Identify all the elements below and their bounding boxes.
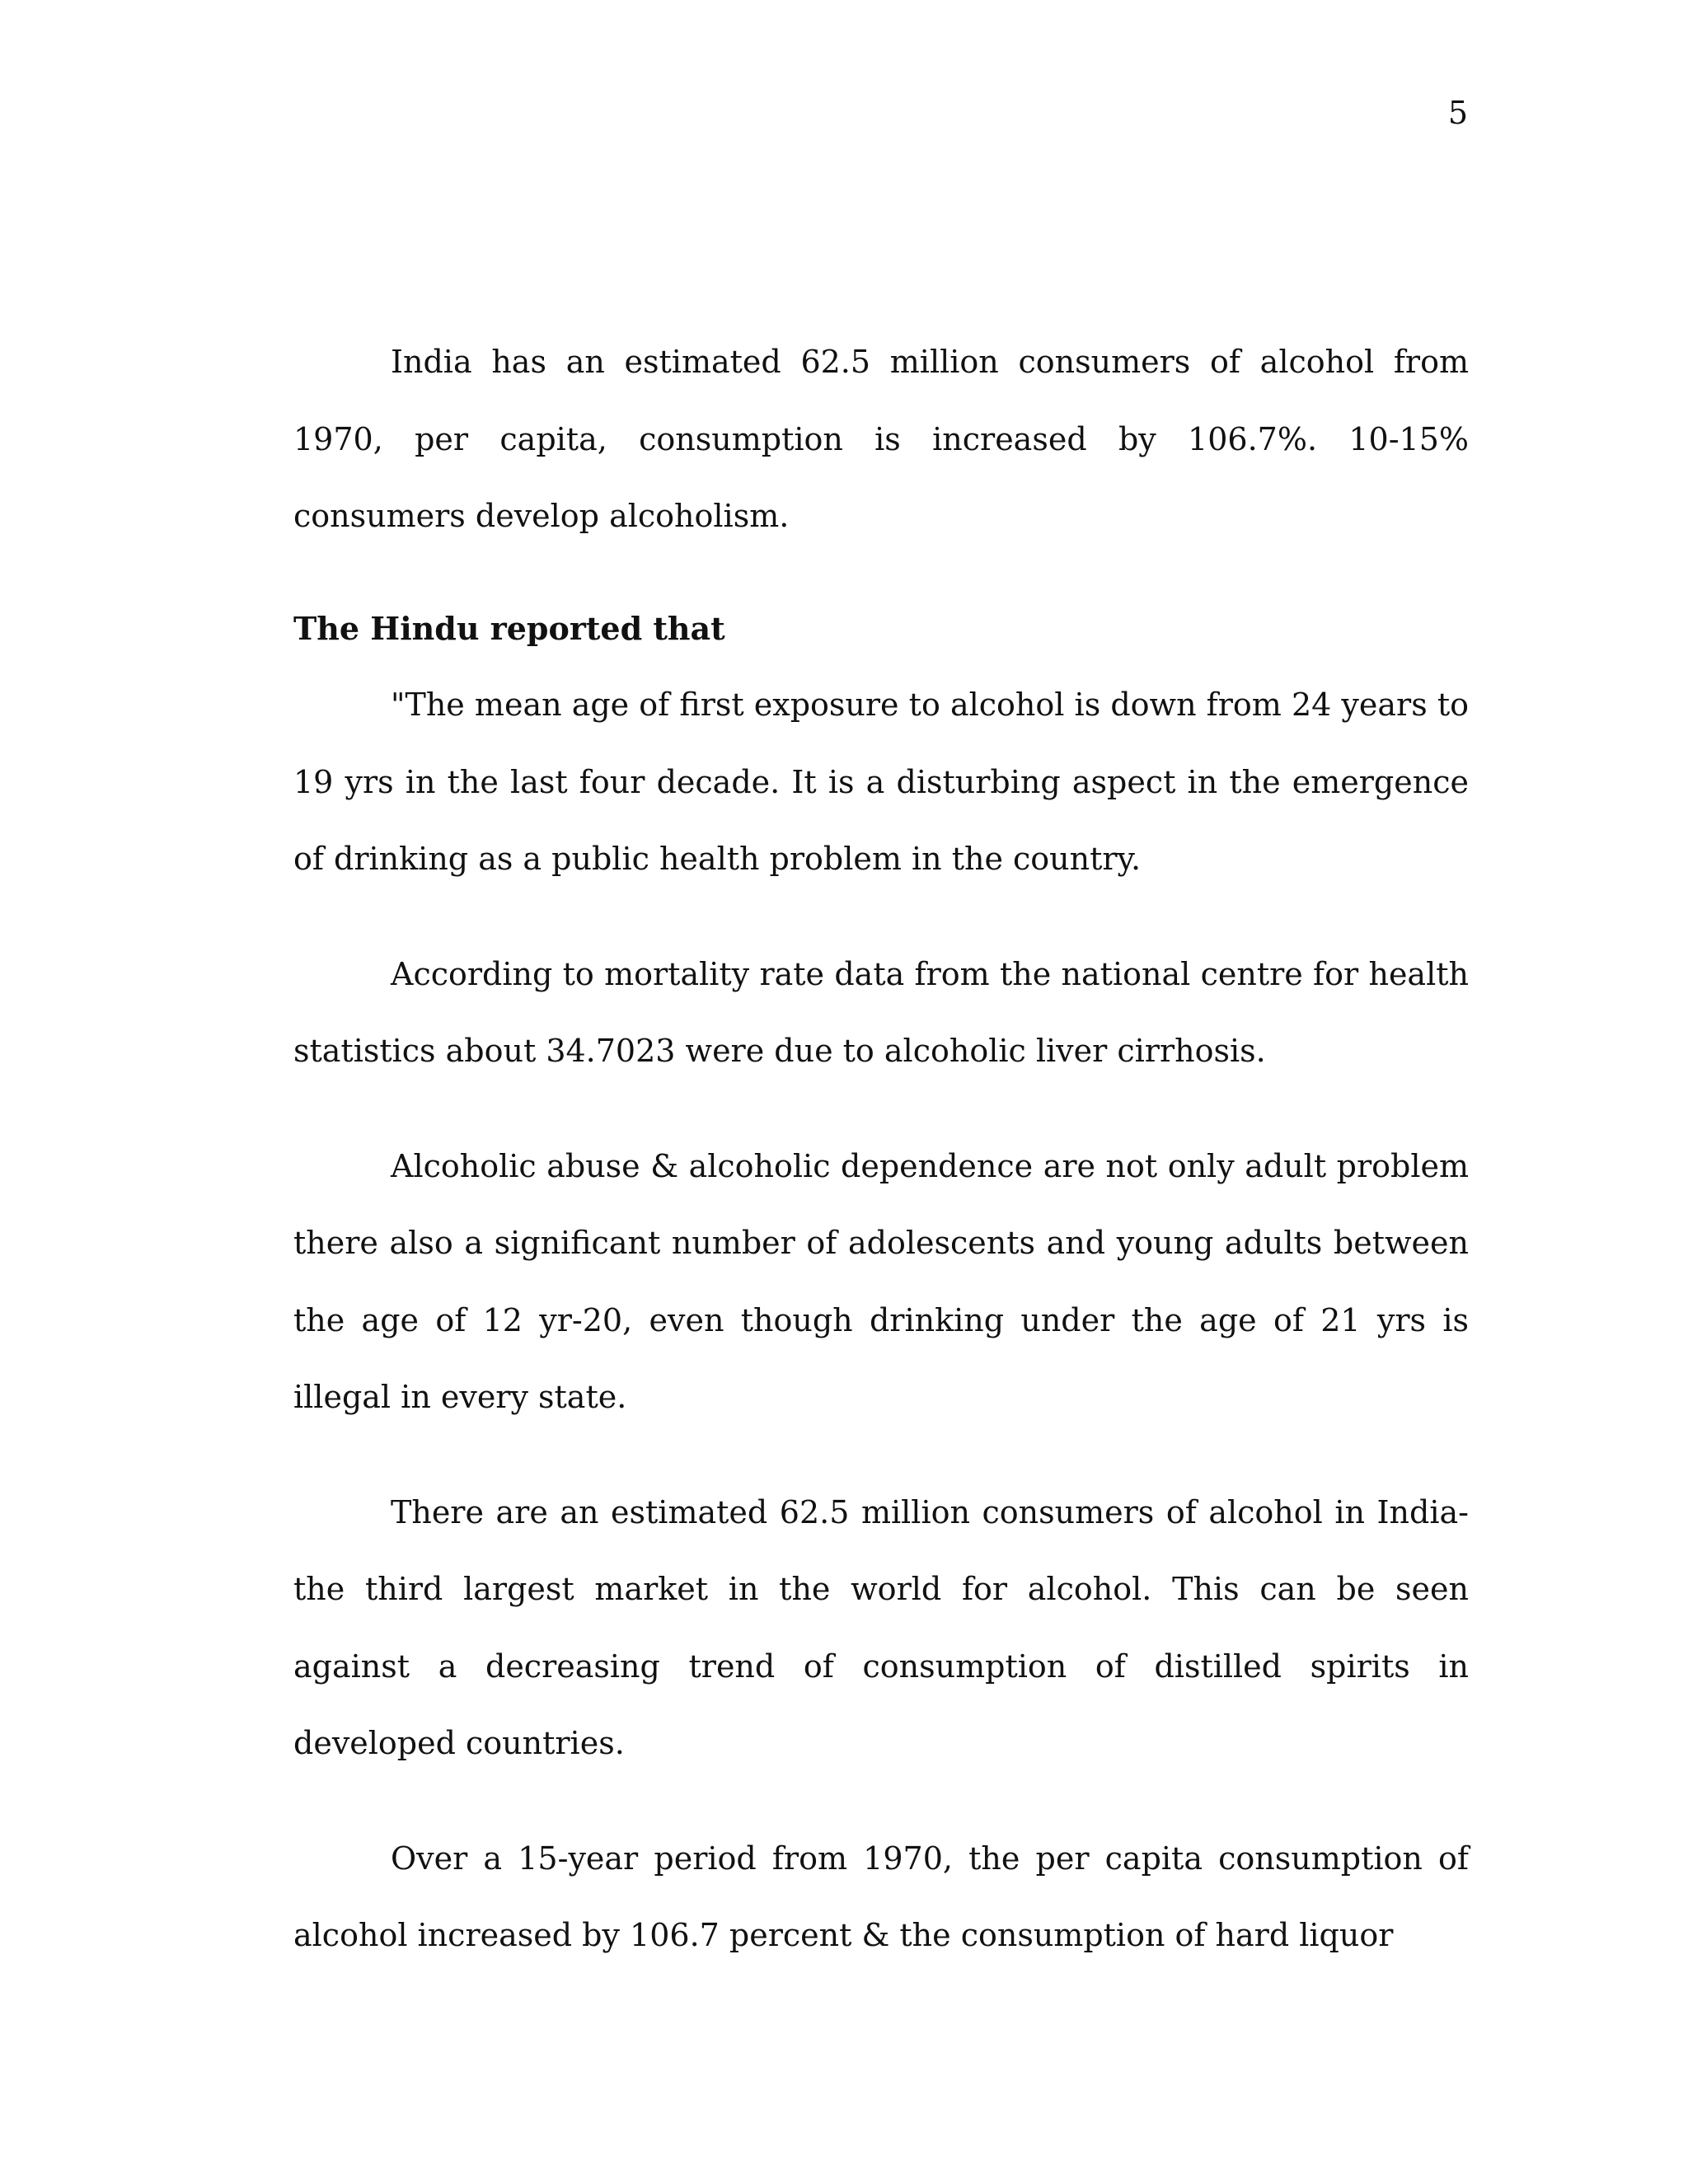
paragraph-market-estimate: There are an estimated 62.5 million consumers of alcohol in India-the third largest market in the world for alcohol. This can be seen against a decreasing trend of consumption of distilled spirits in developed countries. (293, 1493, 1469, 1761)
document-body (293, 324, 1469, 1975)
page-number: 5 (1447, 95, 1468, 131)
section-heading: The Hindu reported that (293, 609, 725, 647)
paragraph-mortality-rate: According to mortality rate data from the national centre for health statistics about 34.7023 were due to alcoholic liver cirrhosis. (293, 955, 1469, 1069)
paragraph-alcohol-consumers: India has an estimated 62.5 million consumers of alcohol from 1970, per capita, consumption is increased by 106.7%. 10-15% consumers develop alcoholism. (293, 344, 1469, 534)
paragraph-per-capita: Over a 15-year period from 1970, the per capita consumption of alcohol increased by 106.7 percent & the consumption of hard liquor (293, 1840, 1469, 1953)
paragraph-alcoholic-abuse: Alcoholic abuse & alcoholic dependence are not only adult problem there also a significant number of adolescents and young adults between the age of 12 yr-20, even though drinking under the age of 21 yrs is illegal in every state. (293, 1147, 1469, 1415)
paragraph-mean-age: "The mean age of first exposure to alcohol is down from 24 years to 19 yrs in the last four decade. It is a disturbing aspect in the emergence of drinking as a public health problem in the country. (293, 687, 1469, 877)
